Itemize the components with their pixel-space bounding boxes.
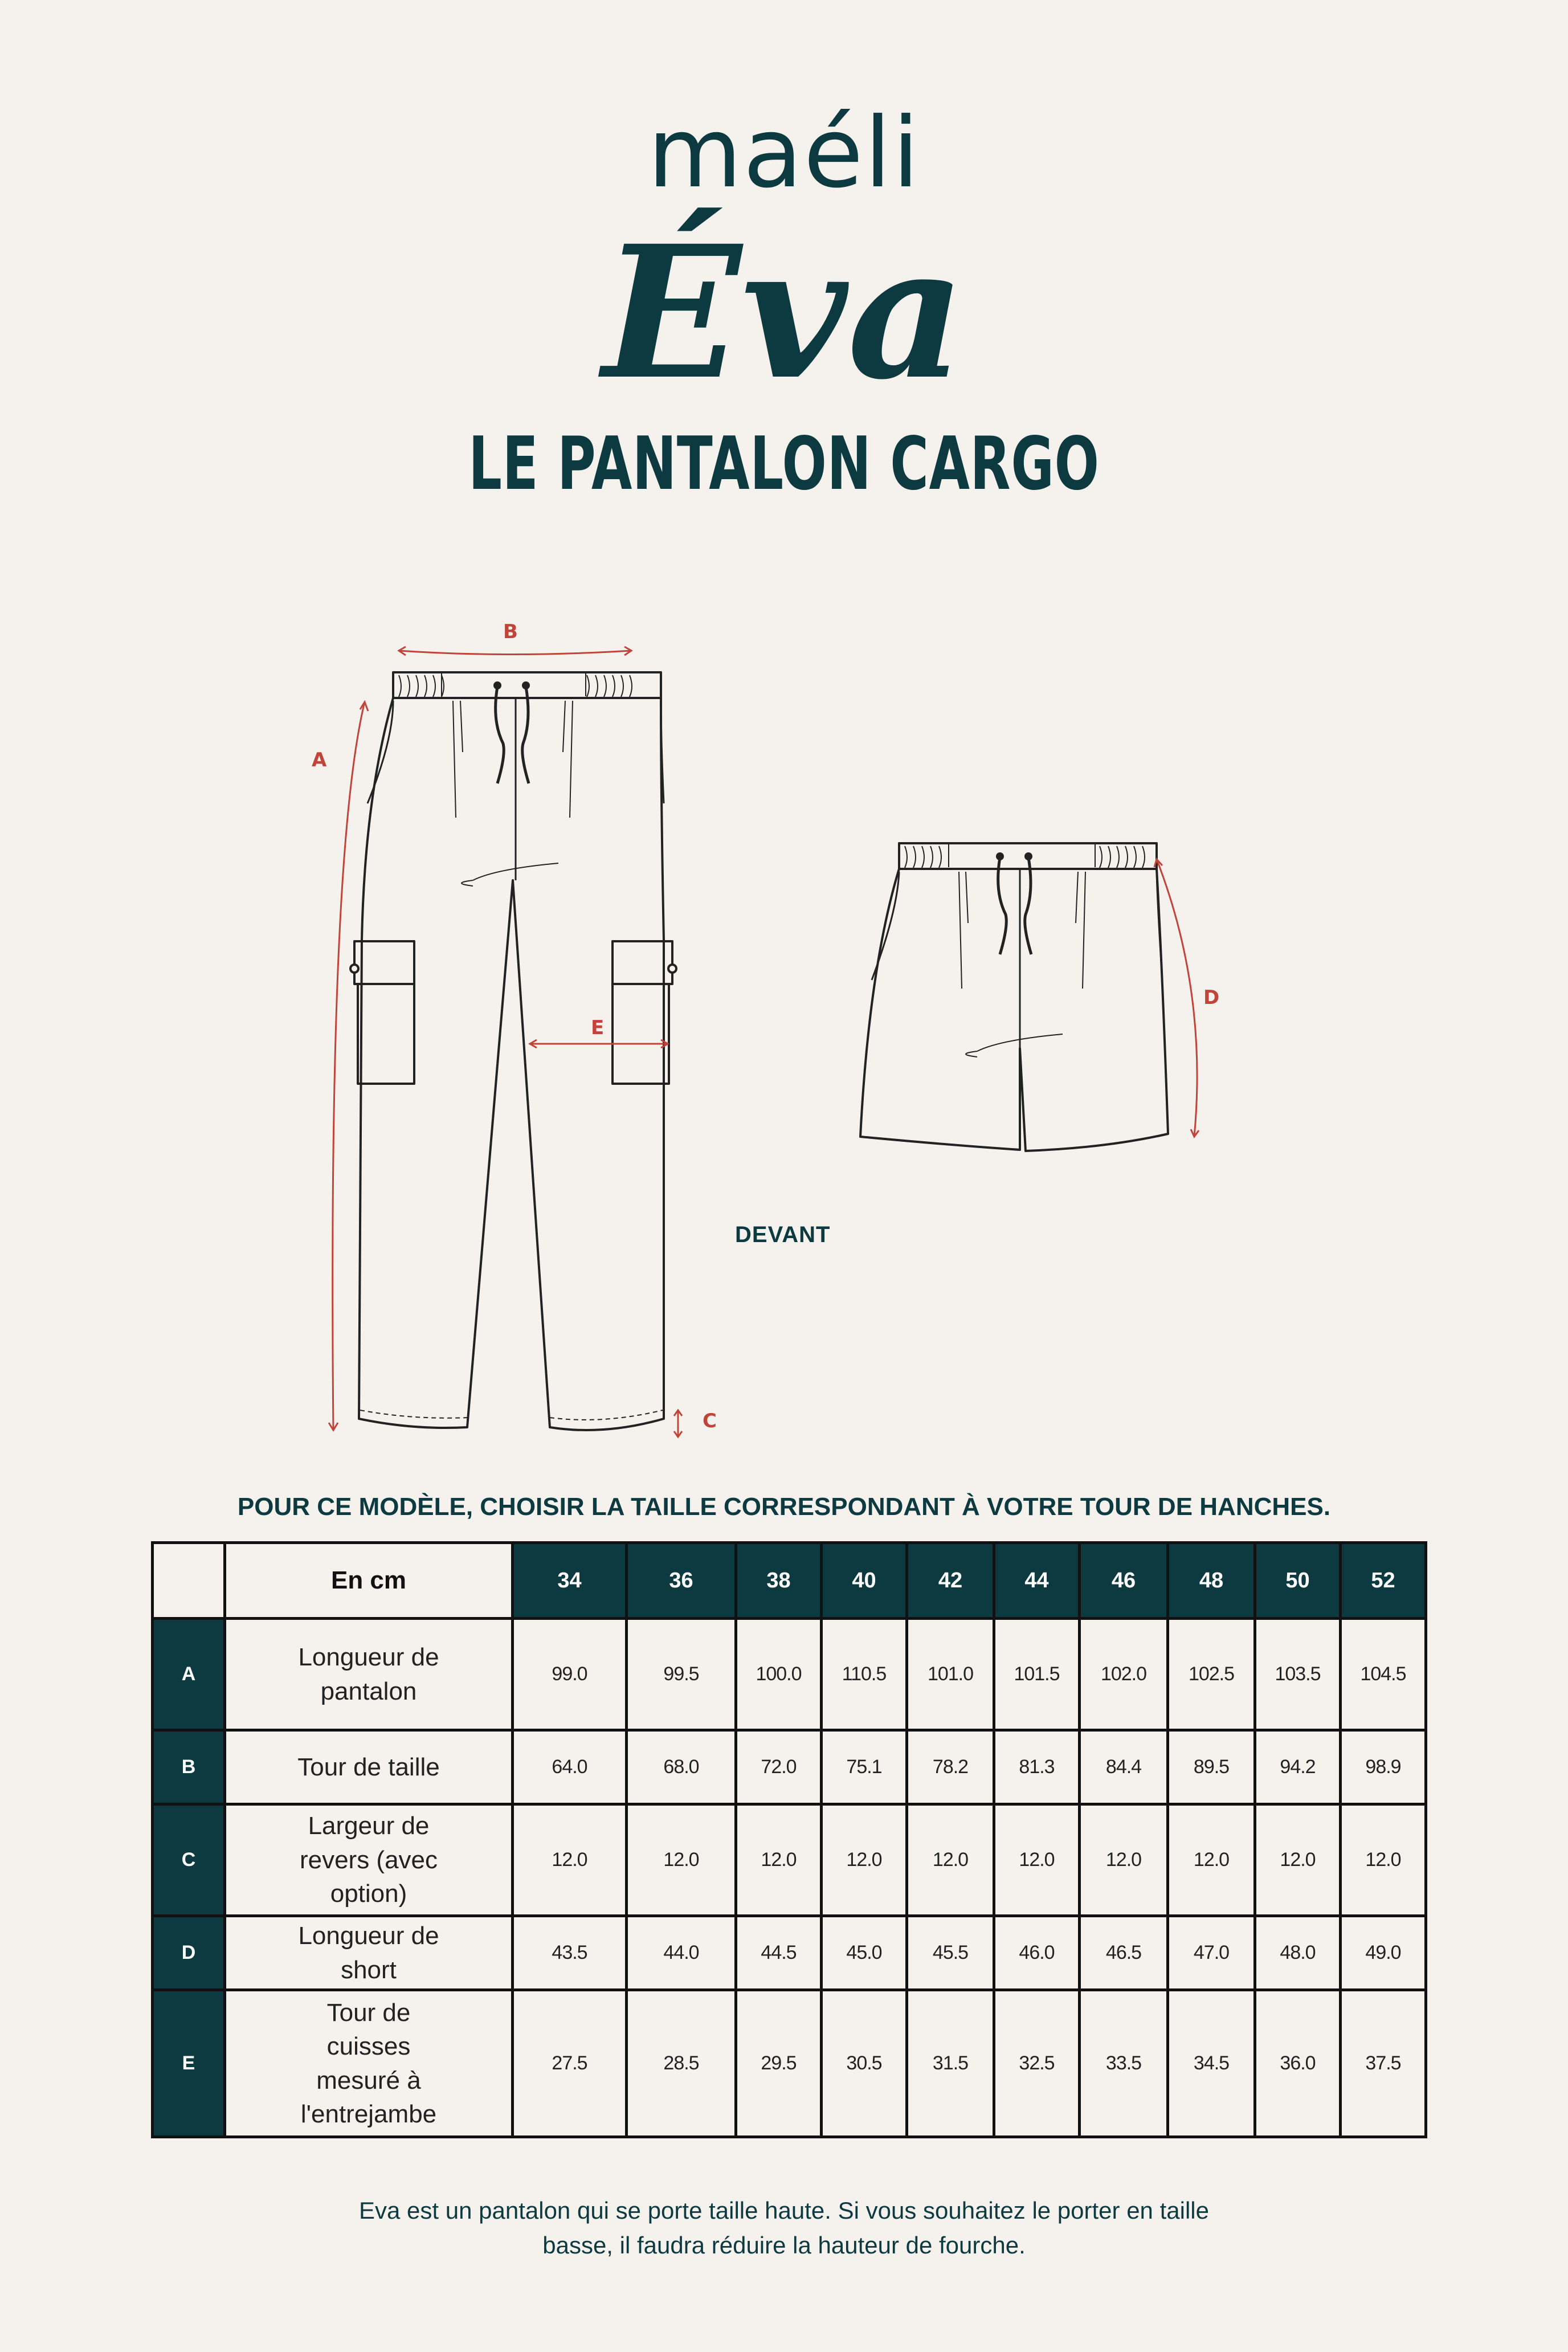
size-value-cell: 27.5 <box>513 1990 627 2137</box>
row-letter: E <box>153 1990 225 2137</box>
table-row <box>153 1619 1426 1730</box>
size-value-cell: 49.0 <box>1341 1916 1426 1990</box>
size-value-cell: 43.5 <box>513 1916 627 1990</box>
size-header: 38 <box>736 1543 822 1619</box>
size-value-cell: 44.0 <box>627 1916 736 1990</box>
measure-b-arrow <box>399 651 631 655</box>
footnote-text: Eva est un pantalon qui se porte taille haute. Si vous souhaitez le porter en taille basse, il faudra réduire la hauteur de fourche. <box>359 2197 1209 2259</box>
size-value-cell: 45.5 <box>907 1916 994 1990</box>
size-header: 48 <box>1168 1543 1255 1619</box>
size-value-cell: 12.0 <box>513 1804 627 1916</box>
table-row <box>153 1730 1426 1804</box>
size-value-cell: 78.2 <box>907 1730 994 1804</box>
unit-header: En cm <box>225 1543 513 1619</box>
size-value-cell: 32.5 <box>994 1990 1080 2137</box>
size-value-cell: 12.0 <box>994 1804 1080 1916</box>
trousers-drawing <box>350 672 676 1430</box>
size-value-cell: 44.5 <box>736 1916 822 1990</box>
table-row <box>153 1804 1426 1916</box>
size-value-cell: 72.0 <box>736 1730 822 1804</box>
size-value-cell: 102.5 <box>1168 1619 1255 1730</box>
row-label <box>225 1916 513 1990</box>
row-label <box>225 1990 513 2137</box>
size-value-cell: 103.5 <box>1255 1619 1341 1730</box>
shorts-drawing <box>860 843 1168 1151</box>
size-value-cell: 110.5 <box>822 1619 907 1730</box>
measure-label-c: C <box>703 1410 717 1432</box>
row-label <box>225 1730 513 1804</box>
size-value-cell: 12.0 <box>627 1804 736 1916</box>
size-value-cell: 99.5 <box>627 1619 736 1730</box>
row-label-text: Longueur de pantalon <box>298 1643 439 1705</box>
size-value-cell: 12.0 <box>1080 1804 1168 1916</box>
measure-label-d: D <box>1203 986 1220 1009</box>
size-value-cell: 12.0 <box>822 1804 907 1916</box>
size-value-cell: 84.4 <box>1080 1730 1168 1804</box>
size-value-cell: 99.0 <box>513 1619 627 1730</box>
size-header: 50 <box>1255 1543 1341 1619</box>
size-value-cell: 75.1 <box>822 1730 907 1804</box>
size-instruction: POUR CE MODÈLE, CHOISIR LA TAILLE CORRESPONDANT À VOTRE TOUR DE HANCHES. <box>237 1493 1331 1521</box>
size-header: 44 <box>994 1543 1080 1619</box>
size-value-cell: 98.9 <box>1341 1730 1426 1804</box>
size-value-cell: 36.0 <box>1255 1990 1341 2137</box>
page-subtitle: LE PANTALON CARGO <box>468 422 1100 507</box>
model-name: Éva <box>602 206 966 420</box>
size-value-cell: 12.0 <box>907 1804 994 1916</box>
row-label-text: Tour de taille <box>297 1753 440 1781</box>
size-header: 36 <box>627 1543 736 1619</box>
size-value-cell: 12.0 <box>1255 1804 1341 1916</box>
size-value-cell: 29.5 <box>736 1990 822 2137</box>
measure-label-b: B <box>503 620 518 643</box>
size-value-cell: 45.0 <box>822 1916 907 1990</box>
size-value-cell: 100.0 <box>736 1619 822 1730</box>
size-value-cell: 28.5 <box>627 1990 736 2137</box>
row-letter: B <box>153 1730 225 1804</box>
size-value-cell: 31.5 <box>907 1990 994 2137</box>
row-letter: D <box>153 1916 225 1990</box>
size-value-cell: 34.5 <box>1168 1990 1255 2137</box>
brand-logo: maéli <box>647 97 921 210</box>
size-value-cell: 68.0 <box>627 1730 736 1804</box>
size-value-cell: 12.0 <box>736 1804 822 1916</box>
table-row <box>153 1916 1426 1990</box>
size-header: 40 <box>822 1543 907 1619</box>
size-value-cell: 89.5 <box>1168 1730 1255 1804</box>
size-value-cell: 101.5 <box>994 1619 1080 1730</box>
size-value-cell: 46.0 <box>994 1916 1080 1990</box>
row-letter: C <box>153 1804 225 1916</box>
row-label-text: Longueur de short <box>298 1922 439 1984</box>
size-header: 52 <box>1341 1543 1426 1619</box>
size-value-cell: 101.0 <box>907 1619 994 1730</box>
row-label-text: Tour de cuisses mesuré à l'entrejambe <box>300 1998 437 2128</box>
row-letter: A <box>153 1619 225 1730</box>
table-corner-cell <box>153 1543 225 1619</box>
row-label <box>225 1619 513 1730</box>
size-value-cell: 12.0 <box>1341 1804 1426 1916</box>
size-value-cell: 48.0 <box>1255 1916 1341 1990</box>
size-value-cell: 33.5 <box>1080 1990 1168 2137</box>
row-label-text: Largeur de revers (avec option) <box>299 1812 438 1908</box>
size-value-cell: 64.0 <box>513 1730 627 1804</box>
table-header-row <box>153 1543 1426 1619</box>
size-value-cell: 102.0 <box>1080 1619 1168 1730</box>
size-chart-table <box>151 1541 1427 2138</box>
view-label: DEVANT <box>735 1222 831 1247</box>
size-header: 42 <box>907 1543 994 1619</box>
size-value-cell: 104.5 <box>1341 1619 1426 1730</box>
size-value-cell: 30.5 <box>822 1990 907 2137</box>
footnote <box>0 2194 1568 2263</box>
table-row <box>153 1990 1426 2137</box>
row-label <box>225 1804 513 1916</box>
size-value-cell: 47.0 <box>1168 1916 1255 1990</box>
size-value-cell: 81.3 <box>994 1730 1080 1804</box>
size-header: 46 <box>1080 1543 1168 1619</box>
size-value-cell: 46.5 <box>1080 1916 1168 1990</box>
measure-label-e: E <box>591 1016 605 1039</box>
size-value-cell: 37.5 <box>1341 1990 1426 2137</box>
size-value-cell: 94.2 <box>1255 1730 1341 1804</box>
size-header: 34 <box>513 1543 627 1619</box>
size-value-cell: 12.0 <box>1168 1804 1255 1916</box>
measure-label-a: A <box>312 749 327 771</box>
